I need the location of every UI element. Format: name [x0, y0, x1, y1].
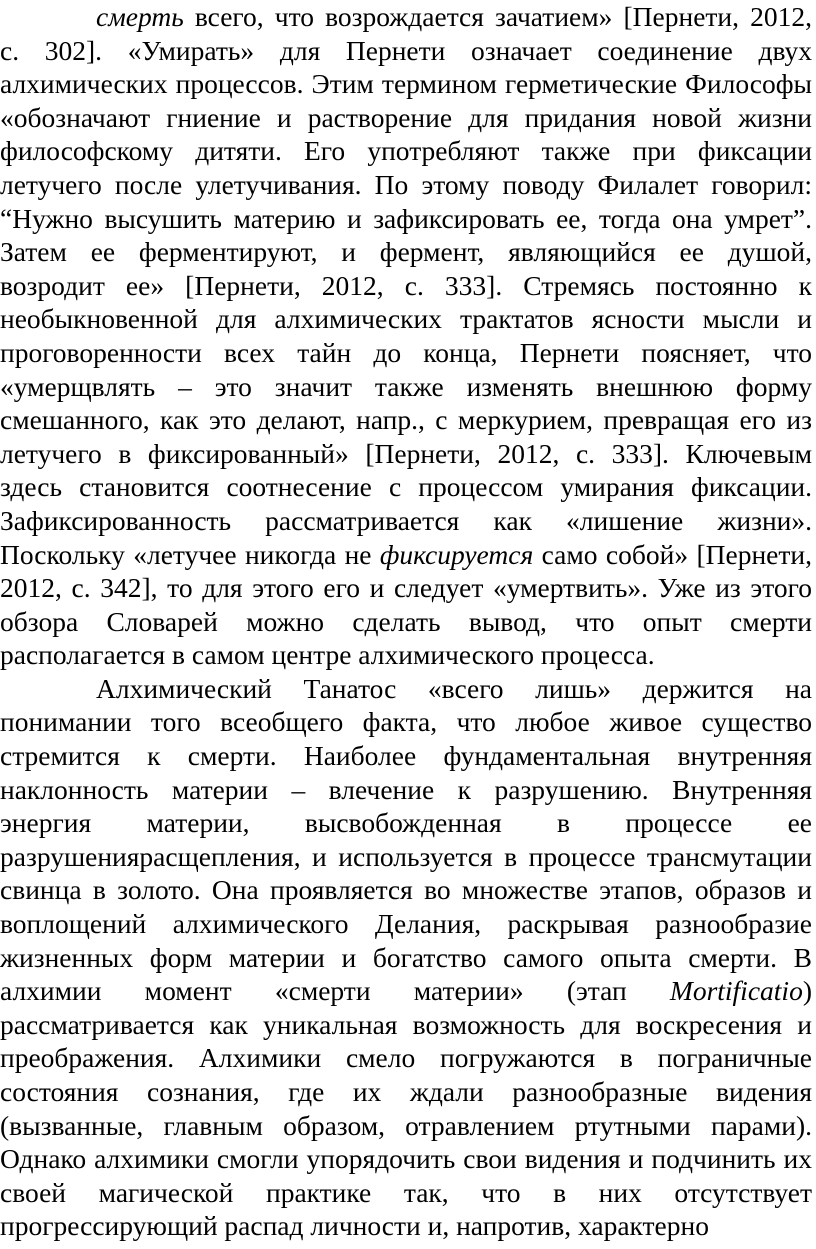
- text-line: располагается в самом центре алхимического процесса.: [0, 639, 655, 670]
- text-fragment: само собой» [Пернети,: [533, 539, 812, 570]
- text-line: Алхимический Танатос «всего лишь» держится на: [96, 673, 812, 704]
- text-line: «обозначают гниение и растворение для придания новой жизни: [0, 102, 812, 133]
- text-line: возродит ее» [Пернети, 2012, с. 333]. Стремясь постоянно к: [0, 270, 812, 301]
- text-line: (вызванные, главным образом, отравлением ртутными парами).: [0, 1110, 812, 1141]
- italic-term: фиксируется: [379, 539, 534, 570]
- text-line: своей магической практике так, что в них отсутствует: [0, 1177, 812, 1208]
- text-line: преображения. Алхимики смело погружаются в пограничные: [0, 1042, 812, 1073]
- text-line: Затем ее ферментируют, и фермент, являющийся ее душой,: [0, 236, 812, 267]
- text-line: наклонность материи – влечение к разрушению. Внутренняя: [0, 774, 812, 805]
- text-line: необыкновенной для алхимических трактатов ясности мысли и: [0, 303, 812, 334]
- italic-term: Mortificatio: [669, 975, 803, 1006]
- text-line: рассматривается как уникальная возможность для воскресения и: [0, 1009, 812, 1040]
- text-line: жизненных форм материи и богатство самого опыта смерти. В: [0, 942, 812, 973]
- text-line: разрушениярасщепления, и используется в процессе трансмутации: [0, 841, 812, 872]
- text-line: обзора Словарей можно сделать вывод, что опыт смерти: [0, 606, 812, 637]
- text-line: «умерщвлять – это значит также изменять внешнюю форму: [0, 371, 812, 402]
- text-line: энергия материи, высвобожденная в процессе ее: [0, 807, 812, 838]
- text-fragment: Поскольку «летучее никогда не: [0, 539, 380, 570]
- text-line: понимании того всеобщего факта, что любое живое существо: [0, 706, 812, 737]
- text-line: воплощений алхимического Делания, раскрывая разнообразие: [0, 908, 812, 939]
- text-line: [96, 0, 812, 34]
- text-line: философскому дитяти. Его употребляют также при фиксации: [0, 135, 812, 166]
- text-line: здесь становится соотнесение с процессом умирания фиксации.: [0, 471, 812, 502]
- text-line: алхимических процессов. Этим термином герметические Философы: [0, 68, 812, 99]
- text-line: [0, 538, 812, 572]
- text-line: проговоренности всех тайн до конца, Пернети поясняет, что: [0, 337, 812, 368]
- text-line: летучего в фиксированный» [Пернети, 2012, с. 333]. Ключевым: [0, 438, 812, 469]
- text-fragment: всего, что возрождается зачатием» [Пернети, 2012,: [183, 1, 812, 32]
- text-line: с. 302]. «Умирать» для Пернети означает соединение двух: [0, 35, 812, 66]
- text-fragment: ): [802, 975, 812, 1006]
- text-line: 2012, с. 342], то для этого его и следует «умертвить». Уже из этого: [0, 572, 812, 603]
- text-line: стремится к смерти. Наиболее фундаментальная внутренняя: [0, 740, 812, 771]
- text-line: “Нужно высушить материю и зафиксировать ее, тогда она умрет”.: [0, 203, 812, 234]
- text-line: свинца в золото. Она проявляется во множестве этапов, образов и: [0, 874, 812, 905]
- text-line: Однако алхимики смогли упорядочить свои видения и подчинить их: [0, 1143, 812, 1174]
- text-line: летучего после улетучивания. По этому поводу Филалет говорил:: [0, 169, 812, 200]
- italic-term: смерть: [96, 1, 184, 32]
- text-line: [0, 974, 812, 1008]
- text-line: смешанного, как это делают, напр., с меркурием, превращая его из: [0, 404, 812, 435]
- text-fragment: алхимии момент «смерти материи» (этап: [0, 975, 670, 1006]
- text-line: состояния сознания, где их ждали разнообразные видения: [0, 1076, 812, 1107]
- text-line: прогрессирующий распад личности и, напротив, характерно: [0, 1210, 709, 1241]
- text-line: Зафиксированность рассматривается как «лишение жизни».: [0, 505, 812, 536]
